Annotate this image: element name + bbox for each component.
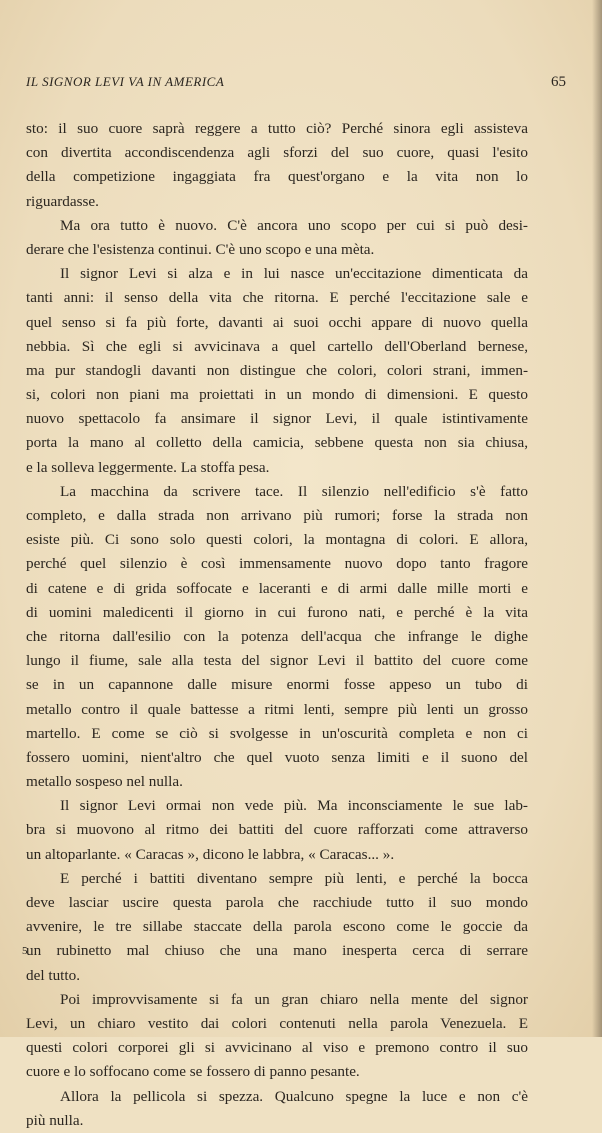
text-line: fossero uomini, nient'altro che quel vuoto senza limiti e il suono del [26, 748, 528, 766]
running-title: IL SIGNOR LEVI VA IN AMERICA [26, 74, 225, 89]
text-line: La macchina da scrivere tace. Il silenzio nell'edificio s'è fatto [60, 482, 528, 500]
text-line: della competizione ingaggiata fra quest'organo e la vita non lo [26, 168, 528, 186]
text-line: completo, e dalla strada non arrivano più rumori; forse la strada non [26, 507, 528, 524]
text-line: E perché i battiti diventano sempre più lenti, e perché la bocca [60, 869, 528, 887]
text-line: metallo sospeso nel nulla. [26, 773, 183, 791]
text-line: Levi, un chiaro vestito dai colori contenuti nella parola Venezuela. E [26, 1014, 528, 1032]
text-line: un rubinetto mal chiuso che una mano inesperta cerca di serrare [26, 942, 528, 960]
body-text [26, 117, 528, 1133]
text-line: più nulla. [26, 1111, 84, 1129]
text-line: derare che l'esistenza continui. C'è uno scopo e una mèta. [26, 240, 375, 258]
paragraph [26, 794, 528, 867]
text-line: sto: il suo cuore saprà reggere a tutto ciò? Perché sinora egli assisteva [26, 120, 528, 137]
text-line: Ma ora tutto è nuovo. C'è ancora uno scopo per cui si può desi- [60, 216, 528, 234]
text-line: nebbia. Sì che egli si avvicinava a quel cartello dell'Oberland bernese, [26, 337, 528, 355]
text-line: bra si muovono al ritmo dei battiti del cuore rafforzati come attraverso [26, 821, 528, 839]
text-line: deve lasciar uscire questa parola che racchiude tutto il suo mondo [26, 894, 528, 911]
text-line: Poi improvvisamente si fa un gran chiaro nella mente del signor [60, 990, 528, 1008]
text-line: porta la mano al colletto della camicia, sebbene questa non sia chiusa, [26, 434, 528, 452]
text-line: di catene e di grida soffocate e laceranti e di armi dalle mille morti e [26, 579, 528, 597]
text-line: se in un capannone dalle misure enormi fosse appeso un tubo di [26, 676, 528, 694]
text-line: lungo il fiume, sale alla testa del signor Levi il battito del cuore come [26, 652, 528, 670]
text-line: martello. E come se ciò si svolgesse in un'oscurità completa e non ci [26, 724, 528, 742]
text-line: cuore e lo soffocano come se fossero di panno pesante. [26, 1063, 360, 1081]
text-line: e la solleva leggermente. La stoffa pesa. [26, 458, 270, 476]
text-line: di uomini maledicenti il giorno in cui furono nati, e perché è la vita [26, 603, 528, 621]
text-line: perché quel silenzio è così immensamente nuovo dopo tanto fragore [26, 555, 528, 573]
text-line: Il signor Levi ormai non vede più. Ma inconsciamente le sue lab- [60, 797, 528, 815]
text-line: avvenire, le tre sillabe staccate della parola escono come le goccie da [26, 918, 528, 936]
text-line: un altoparlante. « Caracas », dicono le labbra, « Caracas... ». [26, 845, 395, 863]
paragraph [26, 1085, 528, 1133]
text-line: si, colori non piani ma proiettati in un mondo di dimensioni. E questo [26, 386, 528, 404]
paragraph [26, 214, 528, 262]
page-number: 65 [551, 74, 566, 90]
signature-mark: 5 [22, 945, 28, 957]
text-line: quel senso si fa più forte, davanti ai suoi occhi appare di nuovo quella [26, 313, 528, 331]
page-edge-shadow [592, 0, 602, 1037]
text-line: ma pur standogli davanti non distingue che colori, colori strani, immen- [26, 361, 528, 379]
text-line: metallo contro il quale battesse a ritmi lenti, sempre più lenti un grosso [26, 700, 528, 718]
running-head [26, 74, 566, 96]
text-line: nuovo spettacolo fa ansimare il signor Levi, il quale istintivamente [26, 410, 528, 428]
paragraph [26, 480, 528, 794]
text-line: che ritorna dall'esilio con la potenza dell'acqua che infrange le dighe [26, 627, 528, 645]
text-line: Allora la pellicola si spezza. Qualcuno spegne la luce e non c'è [60, 1087, 528, 1105]
paragraph [26, 117, 528, 214]
text-line: riguardasse. [26, 192, 99, 210]
text-line: tanti anni: il senso della vita che ritorna. E perché l'eccitazione sale e [26, 289, 528, 307]
paragraph [26, 262, 528, 480]
text-line: Il signor Levi si alza e in lui nasce un'eccitazione dimenticata da [60, 265, 528, 283]
text-line: esiste più. Ci sono solo questi colori, la montagna di colori. E allora, [26, 531, 528, 549]
paragraph [26, 867, 528, 988]
text-line: con divertita accondiscendenza agli sforzi del suo cuore, quasi l'esito [26, 144, 528, 162]
text-line: del tutto. [26, 966, 80, 984]
paragraph [26, 988, 528, 1085]
text-line: questi colori corporei gli si avvicinano al viso e premono contro il suo [26, 1039, 528, 1057]
